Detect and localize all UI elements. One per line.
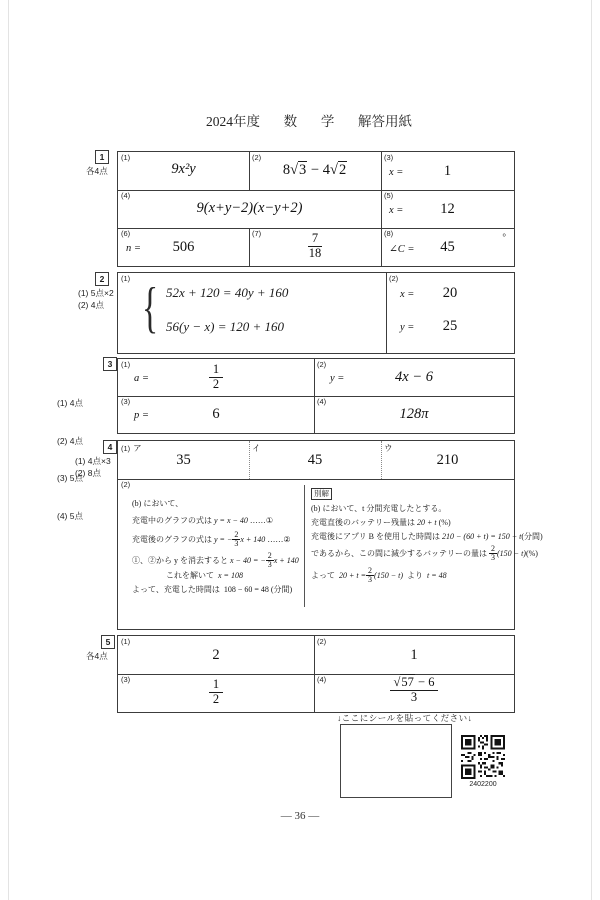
cell-tag: (4) xyxy=(121,191,131,200)
radicand: 2 xyxy=(338,162,347,178)
work-text: より xyxy=(406,571,423,580)
section-5-points: 各4点 xyxy=(86,651,108,661)
work-line xyxy=(132,552,299,569)
fraction xyxy=(209,363,223,391)
work-line xyxy=(132,499,183,508)
answer-value: 2 xyxy=(212,647,220,663)
answer-value: 45 xyxy=(307,452,323,468)
work-text: (b) において、 xyxy=(132,499,184,508)
qr-code xyxy=(461,735,505,779)
numerator: 2 xyxy=(267,551,272,560)
section-5-number: 5 xyxy=(101,635,115,649)
cell-tag: (2) xyxy=(252,153,262,162)
answer-cell-3-1 xyxy=(118,359,314,396)
section-1-points: 各4点 xyxy=(86,166,108,176)
section-4-points-2: (2) 8点 xyxy=(75,468,101,478)
title-subject-char2: 学 xyxy=(320,114,335,129)
scan-edge-left xyxy=(8,0,9,900)
cell-tag: (2) xyxy=(317,360,327,369)
answer-cell-2-1 xyxy=(118,273,386,353)
cell-sub-label: ア xyxy=(133,443,142,453)
denominator: 3 xyxy=(267,560,272,569)
answer-value: 12 xyxy=(440,201,455,217)
work-equation: 210 − (60 + t) = 150 − t xyxy=(442,532,522,541)
answer-cell-1-6 xyxy=(118,228,249,266)
work-equation: (150 − t) xyxy=(497,549,526,558)
title-subject-char1: 数 xyxy=(283,114,298,129)
work-text: 充電後のグラフの式は xyxy=(132,535,212,544)
section-1-table xyxy=(117,151,515,267)
answer-prefix: x = xyxy=(389,205,404,216)
radical-icon: √ xyxy=(329,162,338,178)
coefficient: − 4 xyxy=(310,162,330,178)
work-column-divider xyxy=(304,485,305,607)
section-1-number: 1 xyxy=(95,150,109,164)
work-equation: 108 − 60 = 48 xyxy=(223,585,269,594)
work-equation: 20 + t = xyxy=(339,571,367,580)
answer-value: 35 xyxy=(176,452,191,468)
title-year: 2024年度 xyxy=(206,114,260,129)
cell-tag: (8) xyxy=(384,229,394,238)
answer-value: 128π xyxy=(399,406,429,422)
cell-tag: (3) xyxy=(384,153,394,162)
cell-tag: (1) xyxy=(121,637,131,646)
work-text: ①、②から y を消去すると xyxy=(132,556,228,565)
cell-tag: (4) xyxy=(317,675,327,684)
section-2-number: 2 xyxy=(95,272,109,286)
cell-tag: (2) xyxy=(317,637,327,646)
answer-cell-1-8 xyxy=(381,228,514,266)
answer-value: 506 xyxy=(172,239,195,255)
answer-value xyxy=(249,162,381,179)
system-brace: { xyxy=(142,277,159,339)
answer-cell-4-1b xyxy=(249,441,381,479)
work-unit: (分間) xyxy=(521,532,543,541)
answer-prefix: a = xyxy=(134,373,149,384)
seal-box xyxy=(340,724,452,798)
answer-cell-5-4 xyxy=(314,674,514,712)
section-3-table xyxy=(117,358,515,434)
numerator xyxy=(390,676,439,691)
equation-ref: ……② xyxy=(267,535,291,544)
radical-icon: √ xyxy=(290,162,299,178)
work-text: よって xyxy=(311,571,335,580)
radicand: 57 xyxy=(401,675,414,689)
title-doc-type: 解答用紙 xyxy=(357,114,412,129)
work-equation: x + 140 xyxy=(273,556,299,565)
fraction xyxy=(366,567,374,584)
work-line xyxy=(311,504,446,513)
work-equation: (150 − t) xyxy=(374,571,403,580)
section-5-table xyxy=(117,635,515,713)
work-line xyxy=(311,518,451,527)
answer-value: 1 xyxy=(410,647,418,663)
cell-sub-label: ウ xyxy=(384,443,393,453)
answer-value: 9x²y xyxy=(171,161,196,177)
section-4-points-1: (1) 4点×3 xyxy=(75,456,111,466)
answer-prefix: x = xyxy=(400,289,415,300)
answer-cell-3-3 xyxy=(118,396,314,433)
cell-sub-label: イ xyxy=(252,443,261,453)
answer-value xyxy=(118,678,314,706)
answer-value: 20 xyxy=(442,285,458,301)
points-line: (3) 5点 xyxy=(57,473,83,483)
fraction xyxy=(209,678,223,706)
answer-cell-1-7 xyxy=(249,228,381,266)
answer-value: 25 xyxy=(442,318,458,334)
cell-tag: (5) xyxy=(384,191,394,200)
answer-value: 210 xyxy=(436,452,459,468)
answer-cell-1-5 xyxy=(381,190,514,228)
equation-ref: ……① xyxy=(249,516,274,525)
cell-tag: (3) xyxy=(121,397,131,406)
work-text: 充電後にアプリ B を使用した時間は xyxy=(311,532,441,541)
section-2-table xyxy=(117,272,515,354)
cell-tag: (7) xyxy=(252,229,262,238)
work-unit: (%) xyxy=(438,518,451,527)
points-line: (4) 5点 xyxy=(57,510,83,521)
numerator: 2 xyxy=(234,530,239,539)
work-line xyxy=(311,545,538,562)
work-line xyxy=(311,567,447,584)
work-equation: 20 + t xyxy=(417,518,437,527)
answer-cell-1-1 xyxy=(118,152,249,190)
cell-tag: (1) xyxy=(121,274,131,283)
cell-tag: (2) xyxy=(121,480,131,489)
fraction xyxy=(308,232,322,260)
work-equation: x + 140 xyxy=(240,535,266,544)
numerator: 2 xyxy=(491,544,495,553)
cell-tag: (2) xyxy=(389,274,399,283)
alt-solution-label-line xyxy=(311,488,332,500)
radicand: 3 xyxy=(299,162,307,178)
cell-tag-number: (1) xyxy=(121,444,131,453)
denominator: 18 xyxy=(308,245,322,260)
fraction xyxy=(390,676,439,704)
qr-code-label: 2402200 xyxy=(469,781,497,788)
work-text: であるから、この間に減少するバッテリーの量は xyxy=(311,549,487,558)
answer-prefix: n = xyxy=(126,243,141,254)
answer-cell-4-1a xyxy=(118,441,249,479)
answer-value xyxy=(118,363,314,391)
cell-tag: (1) xyxy=(121,360,131,369)
denominator: 3 xyxy=(410,689,418,704)
section-4-table xyxy=(117,440,543,630)
answer-prefix: y = xyxy=(400,322,415,333)
seal-instruction: ↓ここにシールを貼ってください↓ xyxy=(337,713,473,723)
numerator: 7 xyxy=(308,232,322,247)
work-line xyxy=(132,516,273,525)
denominator: 2 xyxy=(212,376,220,391)
answer-value: 9(x+y−2)(x−y+2) xyxy=(196,200,303,216)
answer-value: 6 xyxy=(212,406,220,422)
work-line xyxy=(132,585,292,594)
answer-cell-1-4 xyxy=(118,190,381,228)
work-text: これを解いて xyxy=(166,571,214,580)
answer-value xyxy=(314,676,514,704)
cell-tag: (3) xyxy=(121,675,131,684)
denominator: 3 xyxy=(234,539,239,548)
work-text: 充電中のグラフの式は xyxy=(132,516,212,525)
answer-prefix: p = xyxy=(134,410,149,421)
answer-cell-1-2 xyxy=(249,152,381,190)
numerator: 1 xyxy=(209,363,223,378)
numerator: 2 xyxy=(368,566,373,575)
answer-value: 4x − 6 xyxy=(395,369,433,385)
equation-1: 52x + 120 = 40y + 160 xyxy=(166,285,289,300)
denominator: 3 xyxy=(491,553,495,562)
degree-symbol: ° xyxy=(502,232,506,242)
section-2-points-2: (2) 4点 xyxy=(78,300,104,310)
answer-prefix: x = xyxy=(389,167,404,178)
scan-edge-right xyxy=(591,0,592,900)
points-line: (1) 4点 xyxy=(57,398,83,408)
work-unit: (%) xyxy=(525,549,538,558)
answer-value: 1 xyxy=(443,163,452,179)
work-text: 充電直後のバッテリー残量は xyxy=(311,518,415,527)
answer-cell-5-2 xyxy=(314,636,514,674)
fraction xyxy=(489,545,497,562)
section-4-number: 4 xyxy=(103,440,117,454)
cell-tag: (6) xyxy=(121,229,131,238)
work-text: (b) において、t 分間充電したとする。 xyxy=(311,504,447,513)
answer-cell-5-3 xyxy=(118,674,314,712)
answer-value xyxy=(249,232,381,260)
answer-cell-2-2 xyxy=(386,273,514,353)
cell-tag: (4) xyxy=(317,397,327,406)
answer-prefix: ∠C = xyxy=(389,244,415,255)
equation-2: 56(y − x) = 120 + 160 xyxy=(166,319,285,334)
document-title xyxy=(206,110,412,130)
alt-solution-badge: 別解 xyxy=(311,488,332,500)
section-3-number: 3 xyxy=(103,357,117,371)
cell-tag: (1) xyxy=(121,153,131,162)
section-2-points-1: (1) 5点×2 xyxy=(78,288,114,298)
radical-icon: √ xyxy=(393,675,401,689)
work-equation: y = − xyxy=(214,535,233,544)
denominator: 3 xyxy=(368,575,373,584)
denominator: 2 xyxy=(212,691,220,706)
answer-cell-5-1 xyxy=(118,636,314,674)
fraction xyxy=(266,552,274,569)
answer-cell-4-1c xyxy=(381,441,514,479)
work-line xyxy=(166,571,243,580)
numerator: 1 xyxy=(209,678,223,693)
answer-prefix: y = xyxy=(330,373,345,384)
answer-value: 45 xyxy=(440,239,455,255)
work-equation: y = x − 40 xyxy=(214,516,248,525)
points-line: (2) 4点 xyxy=(57,435,83,446)
work-line xyxy=(311,532,543,541)
work-unit: (分間) xyxy=(270,585,293,594)
work-equation: x = 108 xyxy=(218,571,243,580)
answer-cell-1-3 xyxy=(381,152,514,190)
work-result: t = 48 xyxy=(426,571,447,580)
page-number: — 36 — xyxy=(280,810,320,822)
answer-cell-4-2 xyxy=(118,479,543,629)
work-equation: x − 40 = − xyxy=(230,556,266,565)
coefficient: 8 xyxy=(282,162,291,178)
work-text: よって、充電した時間は xyxy=(132,585,220,594)
answer-cell-3-2 xyxy=(314,359,514,396)
answer-cell-3-4 xyxy=(314,396,514,433)
work-line xyxy=(132,531,290,548)
numerator-tail: − 6 xyxy=(414,675,435,689)
